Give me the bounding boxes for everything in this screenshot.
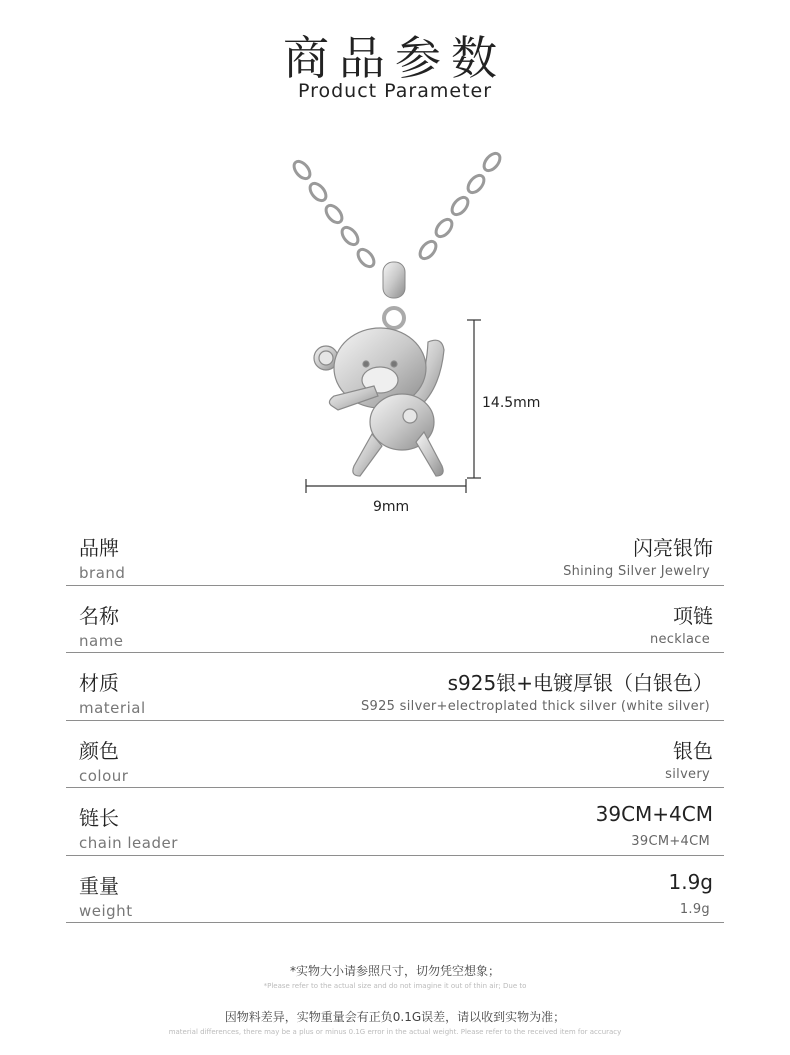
row-value-en: necklace [649, 631, 710, 647]
row-label-cn: 颜色 [79, 738, 119, 763]
note-line1-en: *Please refer to the actual size and do not imagine it out of thin air; Due to [263, 982, 527, 990]
row-label-en: brand [79, 564, 126, 582]
row-label-cn: 链长 [79, 806, 119, 830]
row-label-en: colour [79, 766, 129, 785]
page-title: 商品参数 [283, 31, 507, 85]
row-value-cn: 项链 [673, 603, 713, 628]
height-dimension-label: 14.5mm [482, 395, 541, 411]
row-value-cn: 银色 [673, 738, 713, 763]
note-line1-cn: *实物大小请参照尺寸，切勿凭空想象； [289, 964, 500, 978]
row-value-cn: s925银+电镀厚银（白银色） [447, 671, 713, 695]
row-value-en: S925 silver+electroplated thick silver (white silver) [360, 699, 710, 714]
param-row-name [66, 586, 724, 654]
param-row-colour [66, 721, 724, 789]
row-label-en: weight [79, 901, 133, 920]
chain-left [291, 158, 377, 269]
row-value-en: silvery [665, 766, 710, 782]
row-label-en: chain leader [79, 834, 178, 852]
page-subtitle: Product Parameter [297, 80, 493, 102]
param-row-brand [66, 518, 724, 586]
row-label-cn: 材质 [79, 671, 119, 695]
param-row-material [66, 653, 724, 721]
row-value-en: Shining Silver Jewelry [563, 564, 710, 579]
row-label-en: material [79, 699, 146, 717]
bear-pendant [314, 328, 444, 476]
note-line2-en: material differences, there may be a plus or minus 0.1G error in the actual weight. Please refer to the received item for accuracy [168, 1028, 622, 1036]
width-dimension-label: 9mm [373, 499, 410, 515]
parameter-table [66, 518, 724, 923]
footnotes [0, 962, 790, 1036]
row-value-cn: 1.9g [668, 869, 713, 894]
chain-right [417, 150, 503, 261]
product-image [280, 140, 570, 520]
row-value-cn: 39CM+4CM [595, 802, 713, 826]
row-value-en: 39CM+4CM [631, 834, 710, 849]
row-label-cn: 品牌 [79, 536, 119, 560]
row-label-cn: 重量 [79, 873, 119, 898]
row-label-cn: 名称 [79, 603, 119, 628]
param-row-chain-length [66, 788, 724, 856]
param-row-weight [66, 856, 724, 924]
row-value-cn: 闪亮银饰 [633, 536, 713, 560]
note-line2-cn: 因物料差异，实物重量会有正负0.1G误差，请以收到实物为准； [224, 1010, 566, 1024]
row-value-en: 1.9g [679, 901, 710, 917]
row-label-en: name [79, 631, 124, 650]
